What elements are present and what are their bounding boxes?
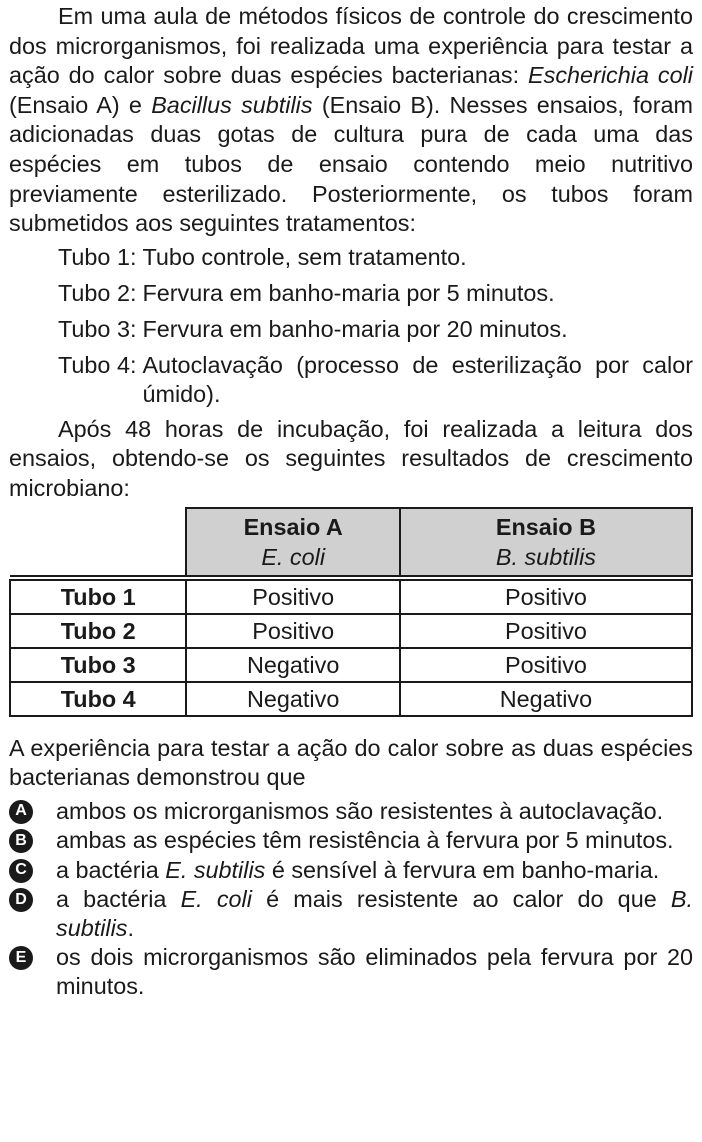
letter-e-icon: E [9,946,33,970]
intro-text-3: (Ensaio B). Nesses ensaios, foram adicionadas duas gotas de cultura pura de cada uma das espécies em tubos de ensaio contendo meio nutritivo previamente esterilizado. Posteriormente, os tubos foram submetidos aos seguintes tratamentos: [9,91,693,237]
option-text [56,885,693,942]
option-text: os dois microrganismos são eliminados pela fervura por 20 minutos. [56,944,693,999]
row-label: Tubo 1 [10,580,186,614]
option-species: E. coli [180,886,252,913]
option-d[interactable] [9,885,693,942]
row-label: Tubo 3 [10,648,186,682]
answer-options [9,797,693,1001]
cell-ensaio-b: Positivo [400,614,692,648]
intro-text-2: (Ensaio A) e [9,91,152,118]
treatment-label: Tubo 4: [58,351,137,378]
column-header-b [400,508,692,576]
option-text-post: . [127,914,134,941]
option-text-pre: a bactéria [56,886,181,913]
treatment-label: Tubo 1: [58,243,137,270]
table-row [10,682,692,716]
intro-paragraph [9,2,693,239]
letter-a-icon: A [9,800,33,824]
species-a-name: Escherichia coli [528,62,693,89]
letter-c-icon: C [9,859,33,883]
option-text-post: é sensível à fervura em banho-maria. [265,856,660,883]
treatment-item [9,279,693,308]
cell-ensaio-a: Negativo [186,648,399,682]
results-intro: Após 48 horas de incubação, foi realizada a leitura dos ensaios, obtendo-se os seguintes resultados de crescimento microbiano: [9,415,693,501]
cell-ensaio-b: Negativo [400,682,692,716]
option-a[interactable] [9,797,693,826]
treatment-label: Tubo 2: [58,279,137,306]
option-text-pre: a bactéria [56,856,166,883]
results-table [9,507,693,717]
cell-ensaio-a: Negativo [186,682,399,716]
treatment-desc: Autoclavação (processo de esterilização por calor úmido). [142,351,693,407]
treatment-label: Tubo 3: [58,315,137,342]
cell-ensaio-b: Positivo [400,580,692,614]
option-species: E. subtilis [165,856,266,883]
treatment-item [9,243,693,272]
option-species-2: B. subtilis [56,886,693,941]
treatment-list [9,243,693,409]
option-text-mid: é mais resistente ao calor do que [251,886,671,913]
column-species: E. coli [261,543,326,570]
option-text: ambos os microrganismos são resistentes à autoclavação. [56,797,664,824]
treatment-desc: Fervura em banho-maria por 20 minutos. [142,315,568,342]
species-b-name: Bacillus subtilis [151,91,313,118]
treatment-desc: Tubo controle, sem tratamento. [142,243,467,270]
option-b[interactable] [9,826,693,855]
letter-b-icon: B [9,829,33,853]
table-corner [10,508,186,576]
question-stem: A experiência para testar a ação do calor sobre as duas espécies bacterianas demonstrou que [9,734,693,791]
column-header-a [186,508,399,576]
table-row [10,580,692,614]
treatment-desc: Fervura em banho-maria por 5 minutos. [142,279,555,306]
cell-ensaio-b: Positivo [400,648,692,682]
table-header-row [10,508,692,576]
option-c[interactable] [9,856,693,885]
row-label: Tubo 2 [10,614,186,648]
cell-ensaio-a: Positivo [186,614,399,648]
column-name: Ensaio A [243,513,343,540]
row-label: Tubo 4 [10,682,186,716]
option-e[interactable] [9,943,693,1000]
letter-d-icon: D [9,888,33,912]
option-text: ambas as espécies têm resistência à fervura por 5 minutos. [56,827,674,854]
treatment-item [9,315,693,344]
option-text [56,856,693,885]
cell-ensaio-a: Positivo [186,580,399,614]
table-row [10,614,692,648]
table-row [10,648,692,682]
intro-text-1: Em uma aula de métodos físicos de controle do crescimento dos microrganismos, foi realizada uma experiência para testar a ação do calor sobre duas espécies bacterianas: [9,3,693,89]
treatment-item [9,351,693,409]
column-species: B. subtilis [495,543,596,570]
column-name: Ensaio B [495,513,596,540]
